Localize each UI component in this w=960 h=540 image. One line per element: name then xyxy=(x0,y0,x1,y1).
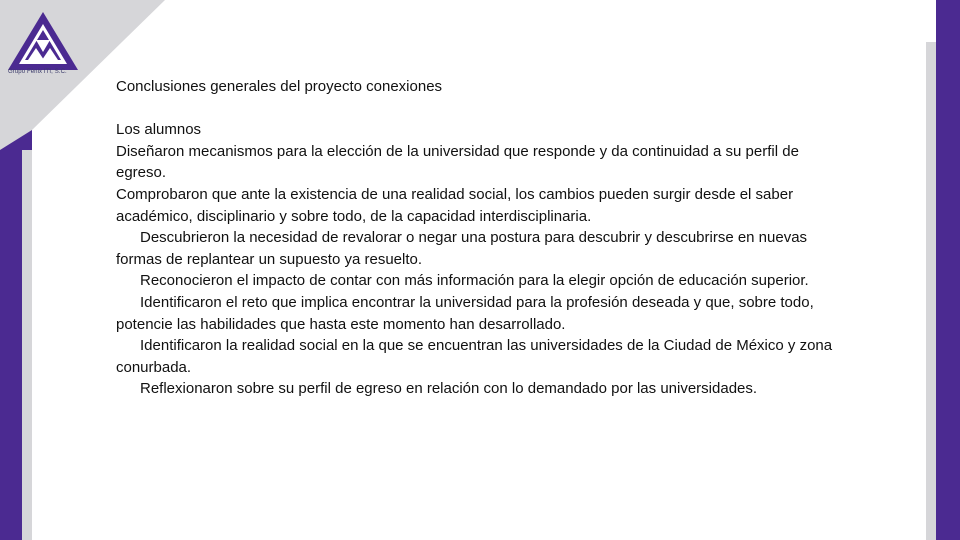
slide-title: Conclusiones generales del proyecto conexiones xyxy=(116,78,443,95)
intro-line: Los alumnos xyxy=(116,121,202,139)
logo-caption: Grupo Fénix ITI, S.C. xyxy=(8,69,67,75)
right-purple-band xyxy=(936,0,960,540)
paragraph-6: Identificaron la realidad social en la que se encuentran las universidades de la Ciudad de México y zona conurbada. xyxy=(116,337,833,376)
paragraph-7: Reflexionaron sobre su perfil de egreso en relación con lo demandado por las universidades. xyxy=(140,380,758,398)
paragraph-1: Diseñaron mecanismos para la elección de la universidad que responde y da continuidad a su perfil de egreso. xyxy=(116,142,799,182)
paragraph-2: Comprobaron que ante la existencia de una realidad social, los cambios pueden surgir desde el saber académico, disciplinario y sobre todo, de la capacidad interdisciplinaria. xyxy=(116,185,794,225)
left-purple-band xyxy=(0,150,22,540)
paragraph-3: Descubrieron la necesidad de revalorar o negar una postura para descubrir y descubrirse en nuevas formas de replantear un supuesto ya resuelto. xyxy=(116,229,808,268)
left-gray-band-bottom xyxy=(22,492,32,540)
slide-content xyxy=(116,76,852,400)
paragraph-4: Reconocieron el impacto de contar con más información para la elegir opción de educación superior. xyxy=(140,272,809,290)
triangular-knot-logo-icon xyxy=(6,10,80,76)
paragraph-5: Identificaron el reto que implica encontrar la universidad para la profesión deseada y que, sobre todo, potencie las habilidades que hasta este momento han desarrollado. xyxy=(116,293,814,333)
